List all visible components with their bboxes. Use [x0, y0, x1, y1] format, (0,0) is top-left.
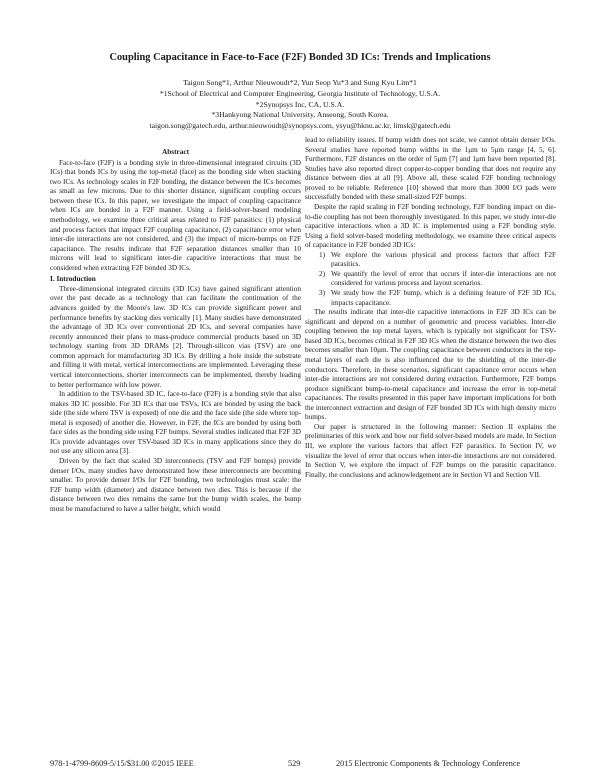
list-text: We quantify the level of error that occurs if inter-die interactions are not considered for various process and layout scenarios. — [331, 269, 556, 288]
section-heading-introduction: I. Introduction — [50, 275, 96, 284]
abstract-heading: Abstract — [162, 148, 189, 156]
left-column — [50, 148, 301, 514]
author-emails: taigon.song@gatech.edu, arthur.nieuwoudt@synopsys.com, ysyu@hknu.ac.kr, limsk@gatech.edu — [149, 121, 451, 131]
list-number: 3) — [319, 289, 326, 297]
footer-page-number: 529 — [288, 759, 301, 768]
author-names: Taigon Song*1, Arthur Nieuwoudt*2, Yun Seop Yu*3 and Sung Kyu Lim*1 — [183, 78, 417, 87]
paragraph: Three-dimensional integrated circuits (3D ICs) have gained significant attention over the past decade as a technology that can facilitate the continuation of the advances guided by the Moore's law. 3D ICs can provide significant power and performance benefits by stacking dies vertically [1]. Many studies have demonstrated the advantage of 3D ICs over conventional 2D ICs, and several companies have recently announced their plans to mass-produce commercial products based on 3D technology starting from 3D DRAMs [2]. Through-silicon vias (TSV) are one common approach for manufacturing 3D ICs. By drilling a hole inside the substrate and filling it with metal, vertical interconnections are implemented. Leveraging these vertical interconnections, shorter interconnects can be implemented, thereby leading to better performance with low power. — [50, 284, 301, 389]
list-number: 1) — [319, 250, 326, 259]
list-item — [305, 251, 556, 270]
right-column — [305, 136, 556, 480]
list-item — [305, 270, 556, 289]
list-number: 2) — [319, 269, 326, 278]
footer-copyright: 978-1-4799-8609-5/15/$31.00 ©2015 IEEE — [50, 759, 194, 768]
paragraph: In addition to the TSV-based 3D IC, face-to-face (F2F) is a bonding style that also makes 3D IC possible. For 3D ICs that use TSVs, ICs are bonded by using the back side (the side where TSV is exposed) of one die and the face side (the side where top-metal is exposed) of another die. However, in F2F, the ICs are bonded by using both face sides as the bonding side using F2F bumps. Several studies indicated that F2F 3D ICs provide advantages over TSV-based 3D ICs in many applications since they do not use any silicon area [3]. — [50, 390, 301, 456]
author-block — [60, 78, 540, 132]
list-text: We explore the various physical and process factors that affect F2F parasitics. — [331, 250, 556, 269]
paragraph: Driven by the fact that scaled 3D interconnects (TSV and F2F bumps) provide denser I/Os, many studies have demonstrated how these interconnects are becoming smaller. To provide denser I/Os for F2F bonding, two technologies must scale: the F2F bump width (diameter) and distance between two dies. This is because if the distance between two dies remains the same but the bump width scales, the bump must be manufactured to have a taller height, which would — [50, 457, 301, 513]
list-text: We study how the F2F bump, which is a defining feature of F2F 3D ICs, impacts capacitance. — [331, 289, 556, 307]
paper-title: Coupling Capacitance in Face-to-Face (F2F) Bonded 3D ICs: Trends and Implications — [109, 52, 491, 63]
paragraph: lead to reliability issues. If bump width does not scale, we cannot obtain denser I/Os. Several studies have reported bump widths in the 1μm to 5μm range [4, 5, 6]. Furthermore, F2F distances on the order of 5μm [7] and 1μm have been reported [8]. Studies have also reported direct copper-to-copper bonding that does not require any distance between dies at all [9]. Above all, these scaled F2F bonding technology proved to be reliable. Reference [10] showed that more than 3000 I/O pads were successfully bonded with these small-sized F2F bumps. — [305, 136, 556, 202]
contribution-list — [305, 251, 556, 308]
paragraph: The results indicate that inter-die capacitive interactions in F2F 3D ICs can be significant and depend on a number of geometric and process variables. Inter-die coupling between the top metal layers, which is typically not significant for TSV-based 3D ICs, becomes critical in F2F 3D ICs when the distance between the two dies becomes smaller than 10μm. The coupling capacitance between conductors in the top-metal layers of each die is also influenced due to the shielding of the inter-die conductors. Therefore, in these scenarios, significant capacitance error occurs when inter-die interactions are not considered during extraction. Furthermore, F2F bumps produce significant bump-to-metal capacitance and increase the error in top-metal capacitances. The results presented in this paper have important implications for both the interconnect extraction and design of F2F bonded 3D ICs with high density micro bumps. — [305, 308, 556, 422]
paragraph: Despite the rapid scaling in F2F bonding technology, F2F bonding impact on die-to-die coupling has not been thoroughly investigated. In this paper, we study inter-die capacitive interactions when a 3D IC is implemented using a F2F bonding style. Using a field solver-based modeling methodology, we examine three critical aspects of capacitance in F2F bonded 3D ICs: — [305, 202, 556, 250]
footer-conference: 2015 Electronic Components & Technology Conference — [336, 759, 521, 768]
affiliation-2: *2Synopsys Inc, CA, U.S.A. — [255, 99, 345, 109]
paragraph: Our paper is structured in the following manner: Section II explains the preliminaries of this work and how our field solver-based models are made. In Section III, we explore the various factors that affect F2F parasitics. In Section IV, we visualize the level of error that occurs when inter-die interactions are not considered. In Section V, we explore the impact of F2F bumps on the parasitic capacitance. Finally, the conclusions and acknowledgement are in Section VI and Section VII. — [305, 422, 556, 479]
affiliation-1: *1School of Electrical and Computer Engineering, Georgia Institute of Technology, U.S.A. — [159, 88, 441, 98]
affiliation-3: *3Hankyong National University, Anseong, South Korea. — [211, 110, 389, 120]
abstract-text: Face-to-face (F2F) is a bonding style in three-dimensional integrated circuits (3D ICs) that bonds ICs by using the top-metal (face) as the bonding side when stacking two ICs. As technology scales in F2F bonding, the distance between the ICs becomes as small as few microns. Due to this shorter distance, significant coupling occurs between these ICs. In this paper, we investigate the impact of coupling capacitance when ICs are bonded in a F2F manner. Using a field-solver-based modeling methodology, we examine three critical areas related to F2F parasitics: (1) physical and process factors that impact F2F coupling capacitance, (2) capacitance error when inter-die interactions are not considered, and (3) the impact of micro-bumps on F2F capacitance. The results indicate that F2F separation distances smaller than 10 microns will lead to significant inter-die capacitive interactions that must be considered when extracting F2F bonded 3D ICs. — [50, 158, 301, 272]
list-item — [305, 289, 556, 308]
